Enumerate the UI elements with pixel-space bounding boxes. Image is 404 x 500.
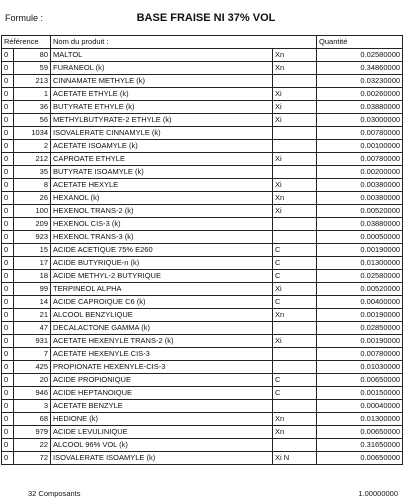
quantity-cell: 0.34860000	[317, 62, 403, 75]
reference-prefix-cell: 0	[2, 452, 14, 465]
column-header-quantity: Quantité	[317, 36, 403, 49]
reference-number-cell: 68	[14, 413, 51, 426]
product-name-cell: ACIDE METHYL-2 BUTYRIQUE	[51, 270, 273, 283]
product-name-cell: HEXANOL (k)	[51, 192, 273, 205]
reference-number-cell: 931	[14, 335, 51, 348]
reference-prefix-cell: 0	[2, 75, 14, 88]
reference-prefix-cell: 0	[2, 257, 14, 270]
quantity-cell: 0.00260000	[317, 88, 403, 101]
quantity-cell: 0.02580000	[317, 49, 403, 62]
quantity-cell: 0.00050000	[317, 231, 403, 244]
hazard-class-cell: Xn	[273, 426, 317, 439]
quantity-cell: 0.00780000	[317, 348, 403, 361]
quantity-cell: 0.02580000	[317, 270, 403, 283]
hazard-class-cell: C	[273, 374, 317, 387]
reference-prefix-cell: 0	[2, 348, 14, 361]
product-name-cell: PROPIONATE HEXENYLE-CIS-3	[51, 361, 273, 374]
quantity-cell: 0.00650000	[317, 426, 403, 439]
reference-prefix-cell: 0	[2, 49, 14, 62]
quantity-cell: 0.00650000	[317, 452, 403, 465]
reference-number-cell: 425	[14, 361, 51, 374]
hazard-class-cell: C	[273, 257, 317, 270]
reference-number-cell: 979	[14, 426, 51, 439]
quantity-cell: 0.01030000	[317, 361, 403, 374]
reference-number-cell: 80	[14, 49, 51, 62]
product-name-cell: MALTOL	[51, 49, 273, 62]
reference-number-cell: 18	[14, 270, 51, 283]
hazard-class-cell	[273, 400, 317, 413]
quantity-cell: 0.00400000	[317, 296, 403, 309]
hazard-class-cell: Xi	[273, 114, 317, 127]
table-row	[2, 387, 403, 400]
table-row	[2, 192, 403, 205]
quantity-total: 1.00000000	[358, 489, 398, 498]
reference-number-cell: 923	[14, 231, 51, 244]
hazard-class-cell: Xi	[273, 283, 317, 296]
product-name-cell: FURANEOL (k)	[51, 62, 273, 75]
reference-number-cell: 59	[14, 62, 51, 75]
reference-prefix-cell: 0	[2, 322, 14, 335]
table-row	[2, 413, 403, 426]
hazard-class-cell: Xi	[273, 335, 317, 348]
hazard-class-cell	[273, 322, 317, 335]
reference-prefix-cell: 0	[2, 413, 14, 426]
reference-number-cell: 99	[14, 283, 51, 296]
reference-number-cell: 100	[14, 205, 51, 218]
reference-number-cell: 8	[14, 179, 51, 192]
product-name-cell: ACETATE HEXENYLE CIS-3	[51, 348, 273, 361]
hazard-class-cell	[273, 231, 317, 244]
hazard-class-cell: Xn	[273, 49, 317, 62]
product-name-cell: BUTYRATE ISOAMYLE (k)	[51, 166, 273, 179]
table-row	[2, 62, 403, 75]
table-header-row	[2, 36, 403, 49]
quantity-cell: 0.00190000	[317, 335, 403, 348]
reference-prefix-cell: 0	[2, 179, 14, 192]
product-name-cell: HEDIONE (k)	[51, 413, 273, 426]
reference-prefix-cell: 0	[2, 101, 14, 114]
product-name-cell: HEXENOL TRANS-3 (k)	[51, 231, 273, 244]
table-row	[2, 114, 403, 127]
table-body	[2, 49, 403, 465]
quantity-cell: 0.00150000	[317, 387, 403, 400]
reference-prefix-cell: 0	[2, 231, 14, 244]
hazard-class-cell	[273, 348, 317, 361]
quantity-cell: 0.02850000	[317, 322, 403, 335]
reference-number-cell: 26	[14, 192, 51, 205]
table-row	[2, 361, 403, 374]
quantity-cell: 0.00100000	[317, 140, 403, 153]
column-header-product-name: Nom du produit :	[51, 36, 317, 49]
product-name-cell: CINNAMATE METHYLE (k)	[51, 75, 273, 88]
quantity-cell: 0.00190000	[317, 244, 403, 257]
product-name-cell: ACETATE HEXYLE	[51, 179, 273, 192]
hazard-class-cell	[273, 75, 317, 88]
reference-prefix-cell: 0	[2, 114, 14, 127]
reference-number-cell: 72	[14, 452, 51, 465]
product-name-cell: TERPINEOL ALPHA	[51, 283, 273, 296]
reference-number-cell: 2	[14, 140, 51, 153]
reference-number-cell: 14	[14, 296, 51, 309]
quantity-cell: 0.03230000	[317, 75, 403, 88]
table-row	[2, 101, 403, 114]
product-name-cell: ACIDE LEVULINIQUE	[51, 426, 273, 439]
reference-number-cell: 213	[14, 75, 51, 88]
quantity-cell: 0.03880000	[317, 101, 403, 114]
hazard-class-cell: Xn	[273, 309, 317, 322]
reference-number-cell: 946	[14, 387, 51, 400]
reference-prefix-cell: 0	[2, 426, 14, 439]
quantity-cell: 0.03880000	[317, 218, 403, 231]
reference-number-cell: 20	[14, 374, 51, 387]
table-row	[2, 49, 403, 62]
table-row	[2, 426, 403, 439]
reference-number-cell: 1034	[14, 127, 51, 140]
product-name-cell: BUTYRATE ETHYLE (k)	[51, 101, 273, 114]
table-row	[2, 88, 403, 101]
reference-prefix-cell: 0	[2, 244, 14, 257]
hazard-class-cell: Xi N	[273, 452, 317, 465]
table-row	[2, 400, 403, 413]
quantity-cell: 0.00040000	[317, 400, 403, 413]
ingredients-table	[1, 35, 403, 465]
quantity-cell: 0.01300000	[317, 257, 403, 270]
reference-number-cell: 36	[14, 101, 51, 114]
component-count: 32 Composants	[28, 489, 81, 498]
reference-prefix-cell: 0	[2, 374, 14, 387]
reference-prefix-cell: 0	[2, 309, 14, 322]
quantity-cell: 0.00780000	[317, 153, 403, 166]
table-row	[2, 257, 403, 270]
table-row	[2, 166, 403, 179]
product-name-cell: ACIDE HEPTANOIQUE	[51, 387, 273, 400]
reference-prefix-cell: 0	[2, 400, 14, 413]
reference-prefix-cell: 0	[2, 283, 14, 296]
product-name-cell: DECALACTONE GAMMA (k)	[51, 322, 273, 335]
product-name-cell: ACIDE BUTYRIQUE-n (k)	[51, 257, 273, 270]
formule-label: Formule :	[5, 13, 44, 23]
table-row	[2, 179, 403, 192]
reference-prefix-cell: 0	[2, 387, 14, 400]
hazard-class-cell	[273, 361, 317, 374]
product-name-cell: ISOVALERATE CINNAMYLE (k)	[51, 127, 273, 140]
product-name-cell: ACETATE HEXENYLE TRANS-2 (k)	[51, 335, 273, 348]
table-row	[2, 218, 403, 231]
hazard-class-cell	[273, 127, 317, 140]
hazard-class-cell: Xn	[273, 413, 317, 426]
hazard-class-cell	[273, 218, 317, 231]
reference-number-cell: 35	[14, 166, 51, 179]
hazard-class-cell: Xi	[273, 101, 317, 114]
reference-number-cell: 47	[14, 322, 51, 335]
hazard-class-cell: Xn	[273, 192, 317, 205]
hazard-class-cell	[273, 439, 317, 452]
table-row	[2, 140, 403, 153]
reference-number-cell: 209	[14, 218, 51, 231]
table-row	[2, 309, 403, 322]
table-row	[2, 153, 403, 166]
table-row	[2, 335, 403, 348]
reference-number-cell: 15	[14, 244, 51, 257]
table-row	[2, 439, 403, 452]
reference-prefix-cell: 0	[2, 335, 14, 348]
table-row	[2, 127, 403, 140]
reference-prefix-cell: 0	[2, 361, 14, 374]
table-row	[2, 322, 403, 335]
reference-prefix-cell: 0	[2, 296, 14, 309]
table-row	[2, 75, 403, 88]
hazard-class-cell: C	[273, 270, 317, 283]
product-name-cell: ALCOOL 96% VOL (k)	[51, 439, 273, 452]
quantity-cell: 0.00380000	[317, 192, 403, 205]
product-name-cell: CAPROATE ETHYLE	[51, 153, 273, 166]
product-name-cell: ACIDE ACETIQUE 75% E260	[51, 244, 273, 257]
reference-prefix-cell: 0	[2, 88, 14, 101]
reference-prefix-cell: 0	[2, 218, 14, 231]
product-name-cell: ISOVALERATE ISOAMYLE (k)	[51, 452, 273, 465]
product-name-cell: ACETATE BENZYLE	[51, 400, 273, 413]
reference-prefix-cell: 0	[2, 140, 14, 153]
quantity-cell: 0.00380000	[317, 179, 403, 192]
hazard-class-cell: C	[273, 387, 317, 400]
table-row	[2, 296, 403, 309]
reference-prefix-cell: 0	[2, 62, 14, 75]
quantity-cell: 0.00190000	[317, 309, 403, 322]
document-title: BASE FRAISE NI 37% VOL	[136, 12, 276, 24]
reference-number-cell: 22	[14, 439, 51, 452]
hazard-class-cell	[273, 140, 317, 153]
table-row	[2, 283, 403, 296]
reference-prefix-cell: 0	[2, 166, 14, 179]
quantity-cell: 0.00200000	[317, 166, 403, 179]
hazard-class-cell: Xi	[273, 153, 317, 166]
hazard-class-cell: Xi	[273, 88, 317, 101]
product-name-cell: HEXENOL CIS-3 (k)	[51, 218, 273, 231]
quantity-cell: 0.01300000	[317, 413, 403, 426]
reference-number-cell: 56	[14, 114, 51, 127]
product-name-cell: ALCOOL BENZYLIQUE	[51, 309, 273, 322]
hazard-class-cell: Xi	[273, 179, 317, 192]
hazard-class-cell: C	[273, 296, 317, 309]
table-row	[2, 348, 403, 361]
table-row	[2, 374, 403, 387]
product-name-cell: ACIDE CAPROIQUE C6 (k)	[51, 296, 273, 309]
product-name-cell: HEXENOL TRANS-2 (k)	[51, 205, 273, 218]
table-row	[2, 270, 403, 283]
reference-number-cell: 3	[14, 400, 51, 413]
reference-prefix-cell: 0	[2, 205, 14, 218]
reference-prefix-cell: 0	[2, 192, 14, 205]
product-name-cell: ACETATE ISOAMYLE (k)	[51, 140, 273, 153]
column-header-reference: Référence	[2, 36, 51, 49]
reference-prefix-cell: 0	[2, 270, 14, 283]
reference-number-cell: 17	[14, 257, 51, 270]
table-row	[2, 452, 403, 465]
hazard-class-cell: Xi	[273, 205, 317, 218]
quantity-cell: 0.03000000	[317, 114, 403, 127]
quantity-cell: 0.00520000	[317, 283, 403, 296]
table-row	[2, 231, 403, 244]
table-row	[2, 205, 403, 218]
hazard-class-cell	[273, 166, 317, 179]
product-name-cell: METHYLBUTYRATE-2 ETHYLE (k)	[51, 114, 273, 127]
quantity-cell: 0.00650000	[317, 374, 403, 387]
product-name-cell: ACIDE PROPIONIQUE	[51, 374, 273, 387]
quantity-cell: 0.00780000	[317, 127, 403, 140]
hazard-class-cell: C	[273, 244, 317, 257]
hazard-class-cell: Xn	[273, 62, 317, 75]
reference-prefix-cell: 0	[2, 127, 14, 140]
reference-number-cell: 21	[14, 309, 51, 322]
reference-number-cell: 212	[14, 153, 51, 166]
quantity-cell: 0.31650000	[317, 439, 403, 452]
reference-number-cell: 7	[14, 348, 51, 361]
reference-prefix-cell: 0	[2, 439, 14, 452]
reference-number-cell: 1	[14, 88, 51, 101]
product-name-cell: ACETATE ETHYLE (k)	[51, 88, 273, 101]
table-row	[2, 244, 403, 257]
quantity-cell: 0.00520000	[317, 205, 403, 218]
reference-prefix-cell: 0	[2, 153, 14, 166]
